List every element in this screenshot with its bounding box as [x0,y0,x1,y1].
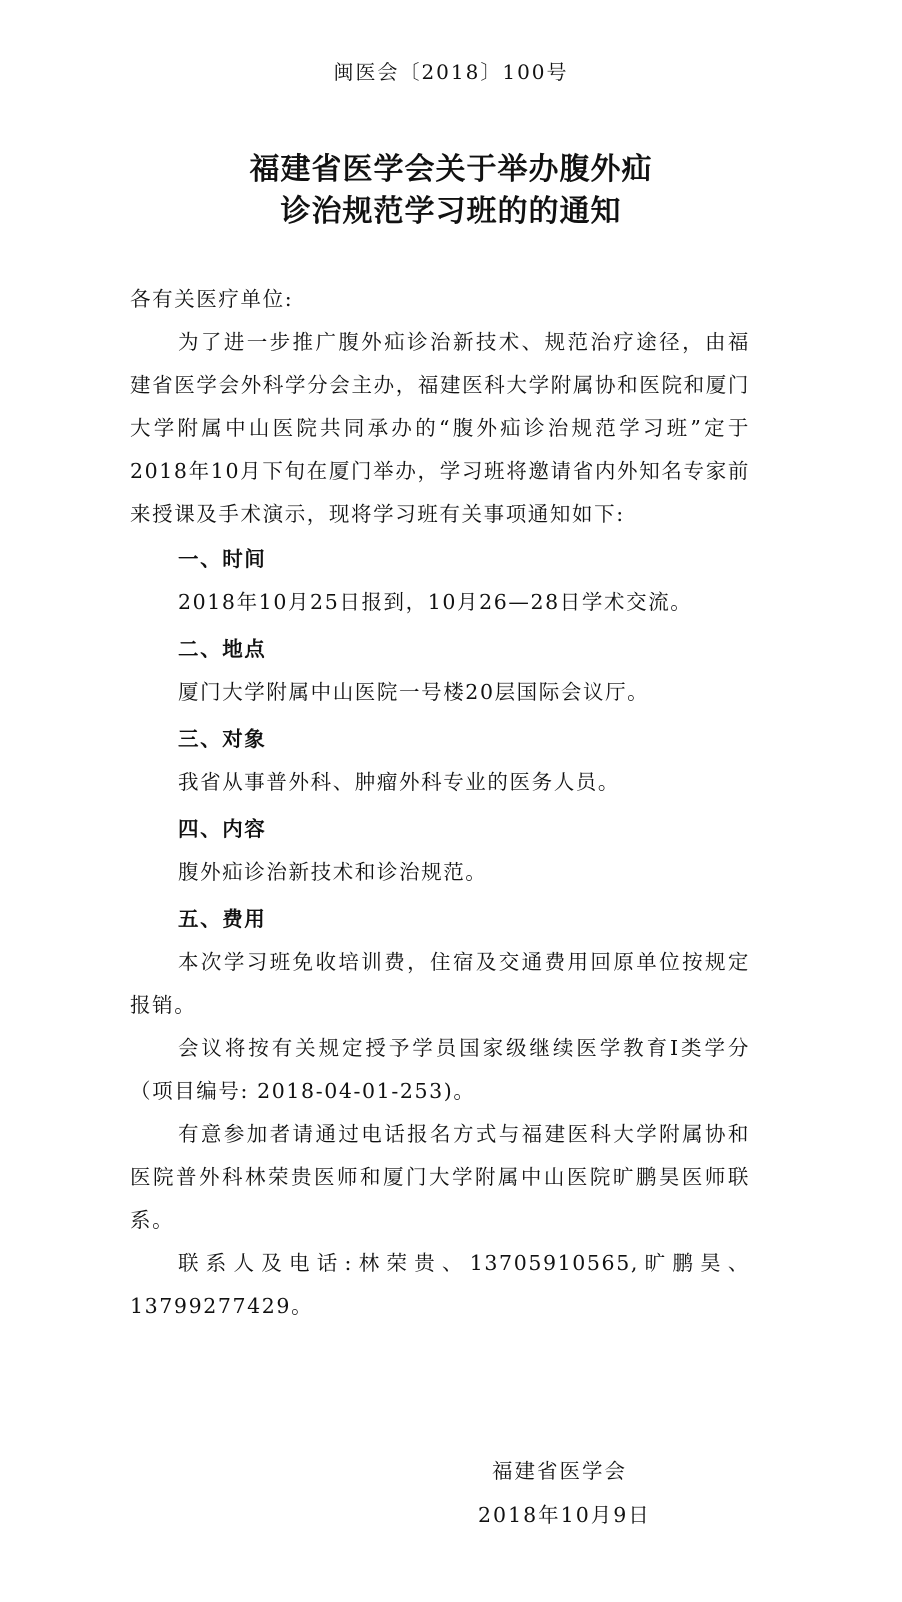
section-text-audience: 我省从事普外科、肿瘤外科专业的医务人员。 [178,770,620,794]
intro-paragraph: 为了进一步推广腹外疝诊治新技术、规范治疗途径，由福建省医学会外科学分会主办，福建医科大学附属协和医院和厦门大学附属中山医院共同承办的“腹外疝诊治规范学习班”定于2018年10月下旬在厦门举办，学习班将邀请省内外知名专家前来授课及手术演示，现将学习班有关事项通知如下: [130,330,750,526]
section-text-fees: 本次学习班免收培训费，住宿及交通费用回原单位按规定报销。 [130,950,750,1017]
salutation: 各有关医疗单位: [130,287,294,311]
section-heading-audience: 三、对象 [178,727,267,751]
registration-paragraph: 有意参加者请通过电话报名方式与福建医科大学附属协和医院普外科林荣贵医师和厦门大学附属中山医院旷鹏昊医师联系。 [130,1122,750,1232]
section-text-content: 腹外疝诊治新技术和诊治规范。 [178,860,488,884]
signature-date: 2018年10月9日 [478,1503,651,1527]
contacts-paragraph: 联系人及电话:林荣贵、13705910565,旷鹏昊、13799277429。 [130,1251,750,1318]
section-text-location: 厦门大学附属中山医院一号楼20层国际会议厅。 [178,680,650,704]
document-title-line-1: 福建省医学会关于举办腹外疝 [249,152,653,187]
document-title-line-2: 诊治规范学习班的的通知 [280,194,622,229]
section-heading-content: 四、内容 [178,817,267,841]
document-number: 闽医会〔2018〕100号 [333,60,569,84]
document-body [130,278,750,1328]
section-heading-time: 一、时间 [178,547,267,571]
credit-paragraph: 会议将按有关规定授予学员国家级继续医学教育I类学分（项目编号: 2018-04-01-253)。 [130,1036,750,1103]
section-heading-location: 二、地点 [178,637,267,661]
section-heading-fees: 五、费用 [178,907,267,931]
section-text-time: 2018年10月25日报到，10月26—28日学术交流。 [178,590,693,614]
signature-org: 福建省医学会 [492,1459,627,1483]
